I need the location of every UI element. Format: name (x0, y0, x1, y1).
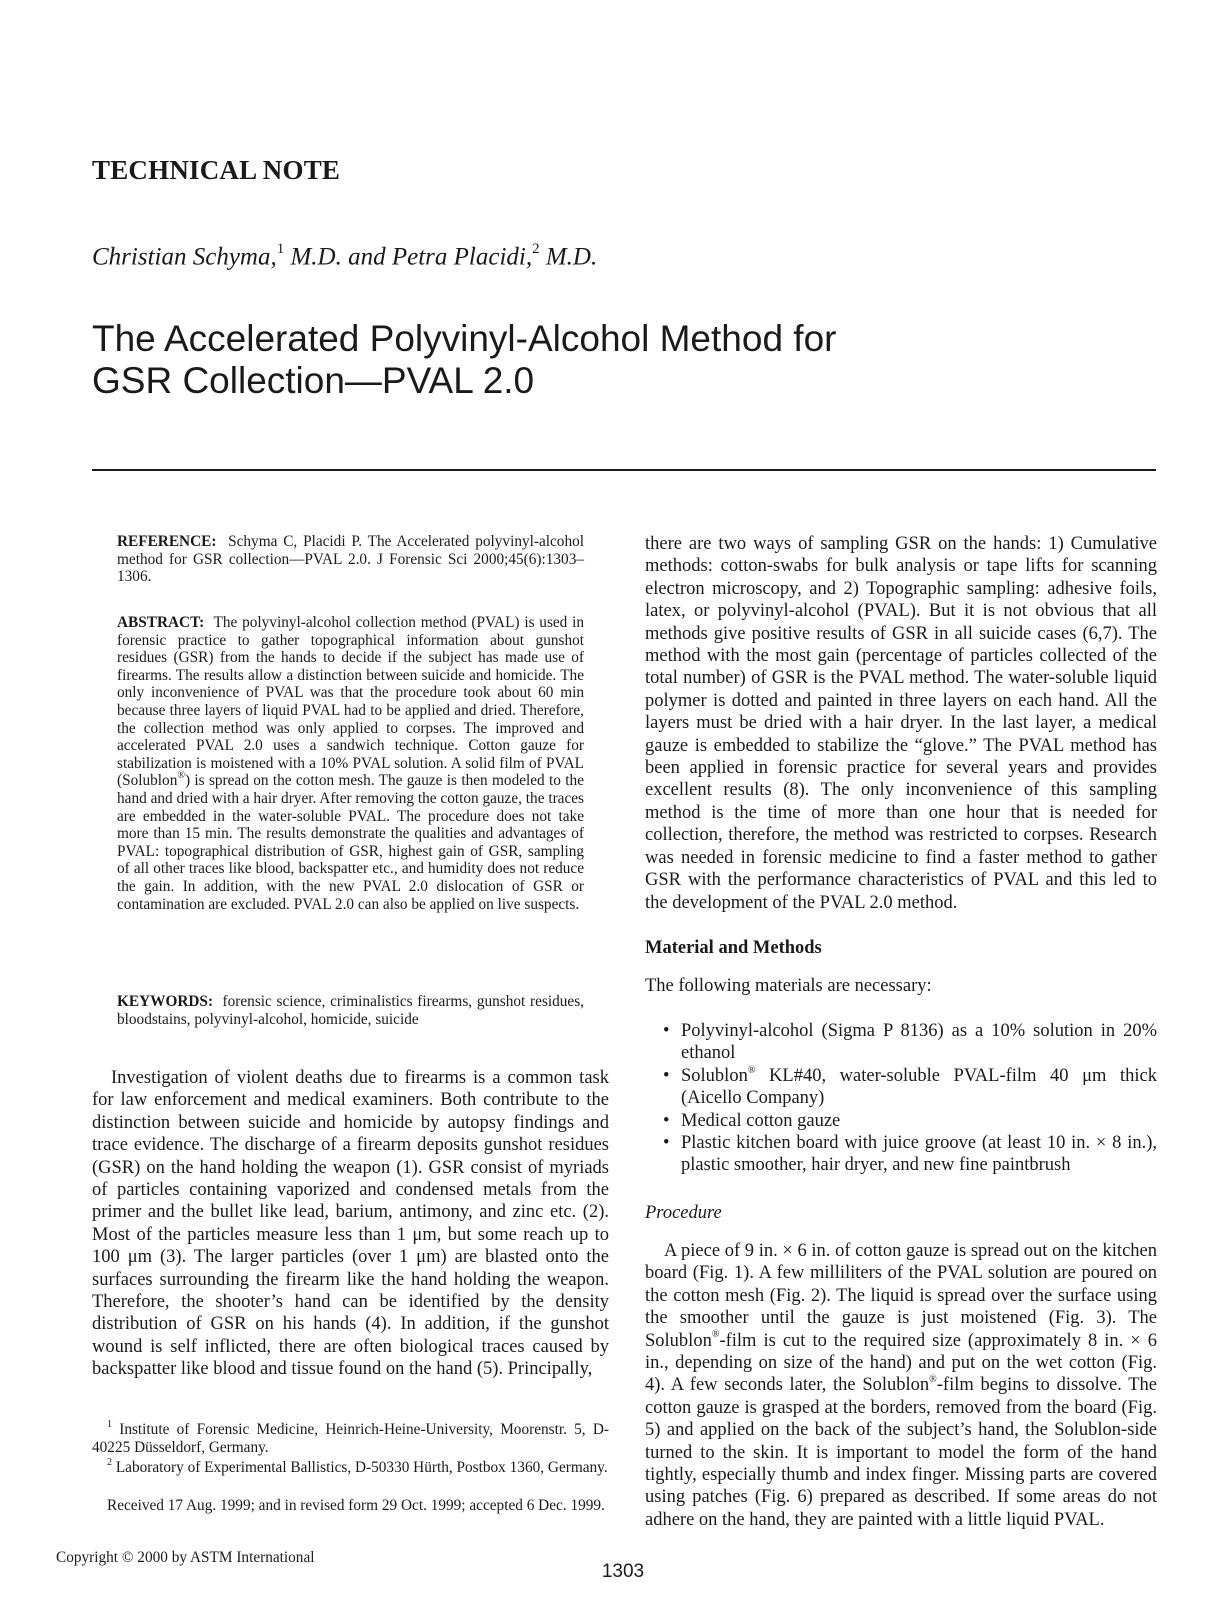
list-item (645, 1020, 1157, 1065)
author-2-name: M.D. and Petra Placidi, (284, 243, 533, 271)
footnote-1 (92, 1418, 609, 1456)
list-item-text: Medical cotton gauze (681, 1110, 841, 1131)
reference-text: Schyma C, Placidi P. The Accelerated polyvinyl-alcohol method for GSR collection—PVAL 2.0. J Forensic Sci 2000;45(6):1303–1306. (117, 533, 584, 586)
materials-list (645, 1020, 1157, 1177)
received-dates: Received 17 Aug. 1999; and in revised form 29 Oct. 1999; accepted 6 Dec. 1999. (107, 1497, 605, 1514)
bullet-icon: • (663, 1133, 670, 1154)
title-line-2: GSR Collection—PVAL 2.0 (92, 360, 535, 401)
keywords-block (117, 993, 584, 1028)
list-item-text: Polyvinyl-alcohol (Sigma P 8136) as a 10% solution in 20% ethanol (681, 1021, 1157, 1064)
article-title (92, 318, 992, 402)
procedure-text-3: -film begins to dissolve. The cotton gauze is grasped at the borders, removed from the board (Fig. 5) and applied on the back of the subject’s hand, the Solublon-side turned to the skin. It is important to model the form of the hand tightly, especially thumb and index finger. Missing parts are covered using patches (Fig. 6) prepared as described. If some areas do not adhere on the hand, they are painted with a little liquid PVAL. (645, 1375, 1157, 1530)
author-2-affiliation-mark: 2 (532, 241, 540, 257)
subsection-heading-procedure: Procedure (645, 1203, 722, 1223)
list-item-text: KL#40, water-soluble PVAL-film 40 μm thick (Aicello Company) (681, 1065, 1157, 1109)
procedure-text-2: -film is cut to the required size (approximately 8 in. × 6 in., depending on size of the hand) and put on the wet cotton (Fig. 4). A few seconds later, the Solublon (645, 1330, 1157, 1396)
section-label: TECHNICAL NOTE (92, 155, 341, 185)
footnote-2-mark: 2 (107, 1456, 112, 1468)
section-heading-materials: Material and Methods (645, 938, 822, 958)
abstract-text-1: The polyvinyl-alcohol collection method (PVAL) is used in forensic practice to gather topographical information about gunshot residues (GSR) from the hands to decide if the subject has made use of firearms. The results allow a distinction between suicide and homicide. The only inconvenience of PVAL was that the procedure took about 60 min because three layers of liquid PVAL had to be applied and dried. Therefore, the collection method was only applied to corpses. The improved and accelerated PVAL 2.0 uses a sandwich technique. Cotton gauze for stabilization is moistened with a 10% PVAL solution. A solid film of PVAL (Solublon (117, 614, 585, 790)
bullet-icon: • (663, 1065, 670, 1086)
registered-mark: ® (929, 1374, 937, 1386)
list-item-prefix: Solublon (681, 1065, 748, 1086)
author-1-name: Christian Schyma, (92, 243, 277, 271)
intro-paragraph: Investigation of violent deaths due to firearms is a common task for law enforcement and medical examiners. Both contribute to the distinction between suicide and homicide by autopsy findings and trace evidence. The discharge of a firearm deposits gunshot residues (GSR) on the hand holding the weapon (1). GSR consist of myriads of particles containing vaporized and condensed metals from the primer and the bullet like lead, barium, antimony, and zinc etc. (2). Most of the particles measure less than 1 μm, but some reach up to 100 μm (3). The larger particles (over 1 μm) are blasted onto the surfaces surrounding the firearm like the hand holding the weapon. Therefore, the shooter’s hand can be identified by the density distribution of GSR on his hands (4). In addition, if the gunshot wound is self inflicted, there are often biological traces caused by backspatter like blood and tissue found on the hand (5). Principally, (92, 1068, 609, 1380)
procedure-paragraph (645, 1240, 1157, 1531)
author-1-affiliation-mark: 1 (276, 241, 285, 257)
right-column-paragraph: there are two ways of sampling GSR on the hands: 1) Cumulative methods: cotton-swabs for bulk analysis or tape lifts for scanning electron microscopy, and 2) Topographic sampling: adhesive foils, latex, or polyvinyl-alcohol (PVAL). But it is not obvious that all methods give positive results of GSR in all suicide cases (6,7). The method with the most gain (percentage of particles collected of the total number) of GSR is the PVAL method. The water-soluble liquid polymer is dotted and painted in three layers on each hand. All the layers must be dried with a hair dryer. In the last layer, a medical gauze is embedded to stabilize the “glove.” The PVAL method has been applied in forensic practice for several years and provides excellent results (8). The only inconvenience of this sampling method is the time of more than one hour that is needed for collection, therefore, the method was restricted to corpses. Research was needed in forensic medicine to find a faster method to gather GSR with the performance characteristics of PVAL and this led to the development of the PVAL 2.0 method. (645, 534, 1157, 913)
materials-lead: The following materials are necessary: (645, 976, 932, 996)
abstract-text-2: ) is spread on the cotton mesh. The gauze is then modeled to the hand and dried with a hair dryer. After removing the cotton gauze, the traces are embedded in the water-soluble PVAL. The procedure does not take more than 15 min. The results demonstrate the qualities and advantages of PVAL: topographical distribution of GSR, highest gain of GSR, sampling of all other traces like blood, backspatter etc., and humidity does not reduce the gain. In addition, with the new PVAL 2.0 dislocation of GSR or contamination are excluded. PVAL 2.0 can also be applied on live suspects. (117, 772, 584, 913)
registered-mark: ® (711, 1329, 720, 1341)
abstract-label: ABSTRACT: (117, 614, 205, 631)
footnote-2 (92, 1456, 609, 1477)
list-item (645, 1110, 1157, 1132)
list-item (645, 1065, 1157, 1110)
bullet-icon: • (663, 1021, 670, 1041)
reference-block (117, 533, 584, 586)
registered-mark: ® (177, 770, 185, 782)
registered-mark: ® (747, 1064, 756, 1076)
title-divider (92, 469, 1156, 471)
keywords-label: KEYWORDS: (117, 993, 214, 1010)
keywords-text: forensic science, criminalistics firearms, gunshot residues, bloodstains, polyvinyl-alcohol, homicide, suicide (117, 993, 584, 1028)
footnote-1-text: Institute of Forensic Medicine, Heinrich-Heine-University, Moorenstr. 5, D-40225 Düsseldorf, Germany. (92, 1421, 609, 1456)
bullet-icon: • (663, 1110, 670, 1131)
list-item-text: Plastic kitchen board with juice groove (at least 10 in. × 8 in.), plastic smoother, hair dryer, and new fine paintbrush (681, 1133, 1157, 1176)
list-item (645, 1132, 1157, 1177)
title-line-1: The Accelerated Polyvinyl-Alcohol Method for (92, 318, 837, 359)
procedure-text-1: A piece of 9 in. × 6 in. of cotton gauze is spread out on the kitchen board (Fig. 1). A few milliliters of the PVAL solution are poured on the cotton mesh (Fig. 2). The liquid is spread over the surface using the smoother until the gauze is just moistened (Fig. 3). The Solublon (645, 1241, 1157, 1351)
footnote-1-mark: 1 (107, 1418, 112, 1430)
author-line (92, 243, 597, 271)
copyright-notice: Copyright © 2000 by ASTM International (56, 1549, 315, 1566)
author-2-degree: M.D. (539, 243, 598, 271)
footnote-2-text: Laboratory of Experimental Ballistics, D-50330 Hürth, Postbox 1360, Germany. (112, 1459, 608, 1476)
reference-label: REFERENCE: (117, 533, 217, 550)
abstract-block (117, 614, 584, 913)
page-number: 1303 (601, 1561, 645, 1582)
